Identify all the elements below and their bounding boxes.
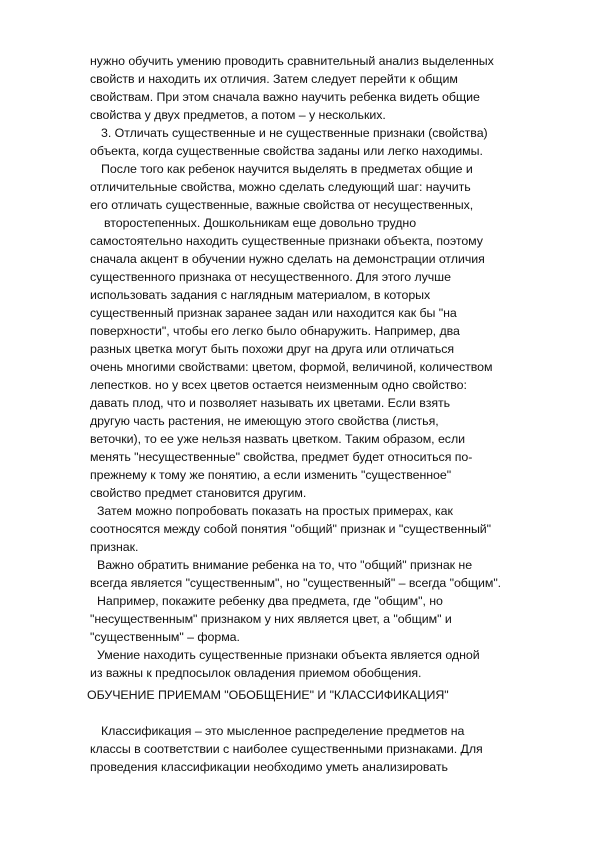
text-line: сначала акцент в обучении нужно сделать на демонстрации отличия [90,252,485,266]
text-line: очень многими свойствами: цветом, формой, величиной, количеством [90,360,493,374]
text-line: классы в соответствии с наиболее существенными признаками. Для [90,742,483,756]
text-line: "несущественным" признаком у них является цвет, а "общим" и [90,612,452,626]
text-line: существенный признак заранее задан или находится как бы "на [90,306,457,320]
text-line: 3. Отличать существенные и не существенные признаки (свойства) [101,126,488,140]
text-line: "существенным" – форма. [90,630,240,644]
text-line: Классификация – это мысленное распределение предметов на [101,724,465,738]
text-line: лепестков. но у всех цветов остается неизменным одно свойство: [90,378,467,392]
text-line: свойства у двух предметов, а потом – у нескольких. [90,108,386,122]
text-line: менять "несущественные" свойства, предмет будет относиться по- [90,450,473,464]
text-line: объекта, когда существенные свойства заданы или легко находимы. [90,144,483,158]
text-line: поверхности", чтобы его легко было обнаружить. Например, два [90,324,460,338]
text-line: нужно обучить умению проводить сравнительный анализ выделенных [90,54,494,68]
text-line: Умение находить существенные признаки объекта является одной [97,648,480,662]
text-line: прежнему к тому же понятию, а если изменить "существенное" [90,468,452,482]
text-line: веточки), то ее уже нельзя назвать цветком. Таким образом, если [90,432,465,446]
text-line: другую часть растения, не имеющую этого свойства (листья, [90,414,439,428]
text-line: существенного признака от несущественного. Для этого лучше [90,270,451,284]
text-line: Затем можно попробовать показать на простых примерах, как [97,504,453,518]
text-line: разных цветка могут быть похожи друг на друга или отличаться [90,342,455,356]
text-line: Важно обратить внимание ребенка на то, что "общий" признак не [97,558,473,572]
text-line: признак. [90,540,139,554]
text-line: После того как ребенок научится выделять в предметах общие и [101,162,473,176]
text-line: проведения классификации необходимо уметь анализировать [90,760,448,774]
text-line: свойство предмет становится другим. [90,486,307,500]
text-line: Например, покажите ребенку два предмета, где "общим", но [97,594,443,608]
text-line: свойствам. При этом сначала важно научить ребенка видеть общие [90,90,480,104]
section-heading: ОБУЧЕНИЕ ПРИЕМАМ "ОБОБЩЕНИЕ" И "КЛАССИФИКАЦИЯ" [87,688,449,702]
text-line: отличительные свойства, можно сделать следующий шаг: научить [90,180,471,194]
text-line: самостоятельно находить существенные признаки объекта, поэтому [90,234,483,248]
text-line: из важны к предпосылок овладения приемом обобщения. [90,666,422,680]
text-line: использовать задания с наглядным материалом, в которых [90,288,431,302]
text-line: второстепенных. Дошкольникам еще довольно трудно [104,216,417,230]
text-line: его отличать существенные, важные свойства от несущественных, [90,198,474,212]
text-line: давать плод, что и позволяет называть их цветами. Если взять [90,396,451,410]
text-line: свойств и находить их отличия. Затем следует перейти к общим [90,72,458,86]
text-line: всегда является "существенным", но "существенный" – всегда "общим". [90,576,502,590]
text-line: соотносятся между собой понятия "общий" признак и "существенный" [90,522,492,536]
